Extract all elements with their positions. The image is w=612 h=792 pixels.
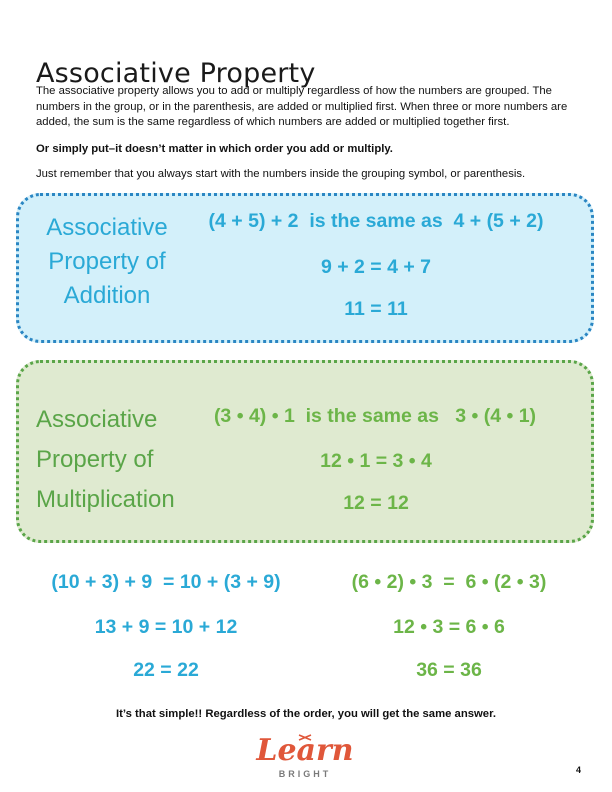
multiplication-label-line: Associative [36,406,158,433]
simply-put-text: Or simply put–it doesn’t matter in which order you add or multiply. [36,143,393,155]
addition-label-line: Property of [48,248,166,275]
addition-equation-1: (4 + 5) + 2 is the same as 4 + (5 + 2) [208,210,544,232]
example-right-2: 12 • 3 = 6 • 6 [393,616,505,638]
example-right-1: (6 • 2) • 3 = 6 • (2 • 3) [351,571,547,593]
logo-word: Learn [256,733,354,768]
logo-subtext: BRIGHT [278,769,332,779]
page-number: 4 [576,765,582,775]
example-right-3: 36 = 36 [416,659,482,681]
multiplication-label-line: Property of [36,446,154,473]
multiplication-equation-3: 12 = 12 [343,492,409,514]
remember-text: Just remember that you always start with the numbers inside the grouping symbol, or parenthesis. [36,168,526,180]
addition-box-label [22,211,192,313]
example-left-1: (10 + 3) + 9 = 10 + (3 + 9) [51,571,281,593]
addition-equation-2: 9 + 2 = 4 + 7 [320,256,432,278]
addition-equation-3: 11 = 11 [344,298,408,320]
intro-paragraph: The associative property allows you to add or multiply regardless of how the numbers are grouped. The numbers in the group, or in the parenthesis, are added or multiplied first. When three or more numbers are added, the sum is the same regardless of which numbers are added or multiplied together first. [36,85,568,128]
multiplication-equation-1: (3 • 4) • 1 is the same as 3 • (4 • 1) [213,405,537,427]
page-title: Associative Property [36,58,316,90]
example-left-2: 13 + 9 = 10 + 12 [94,616,238,638]
footer-text: It’s that simple!! Regardless of the order, you will get the same answer. [115,708,496,720]
multiplication-label-line: Multiplication [36,486,175,513]
addition-label-line: Addition [63,282,151,309]
addition-label-line: Associative [46,214,168,241]
multiplication-box-label [36,400,186,520]
multiplication-equation-2: 12 • 1 = 3 • 4 [320,450,432,472]
learn-bright-logo [255,733,355,785]
example-left-3: 22 = 22 [133,659,199,681]
